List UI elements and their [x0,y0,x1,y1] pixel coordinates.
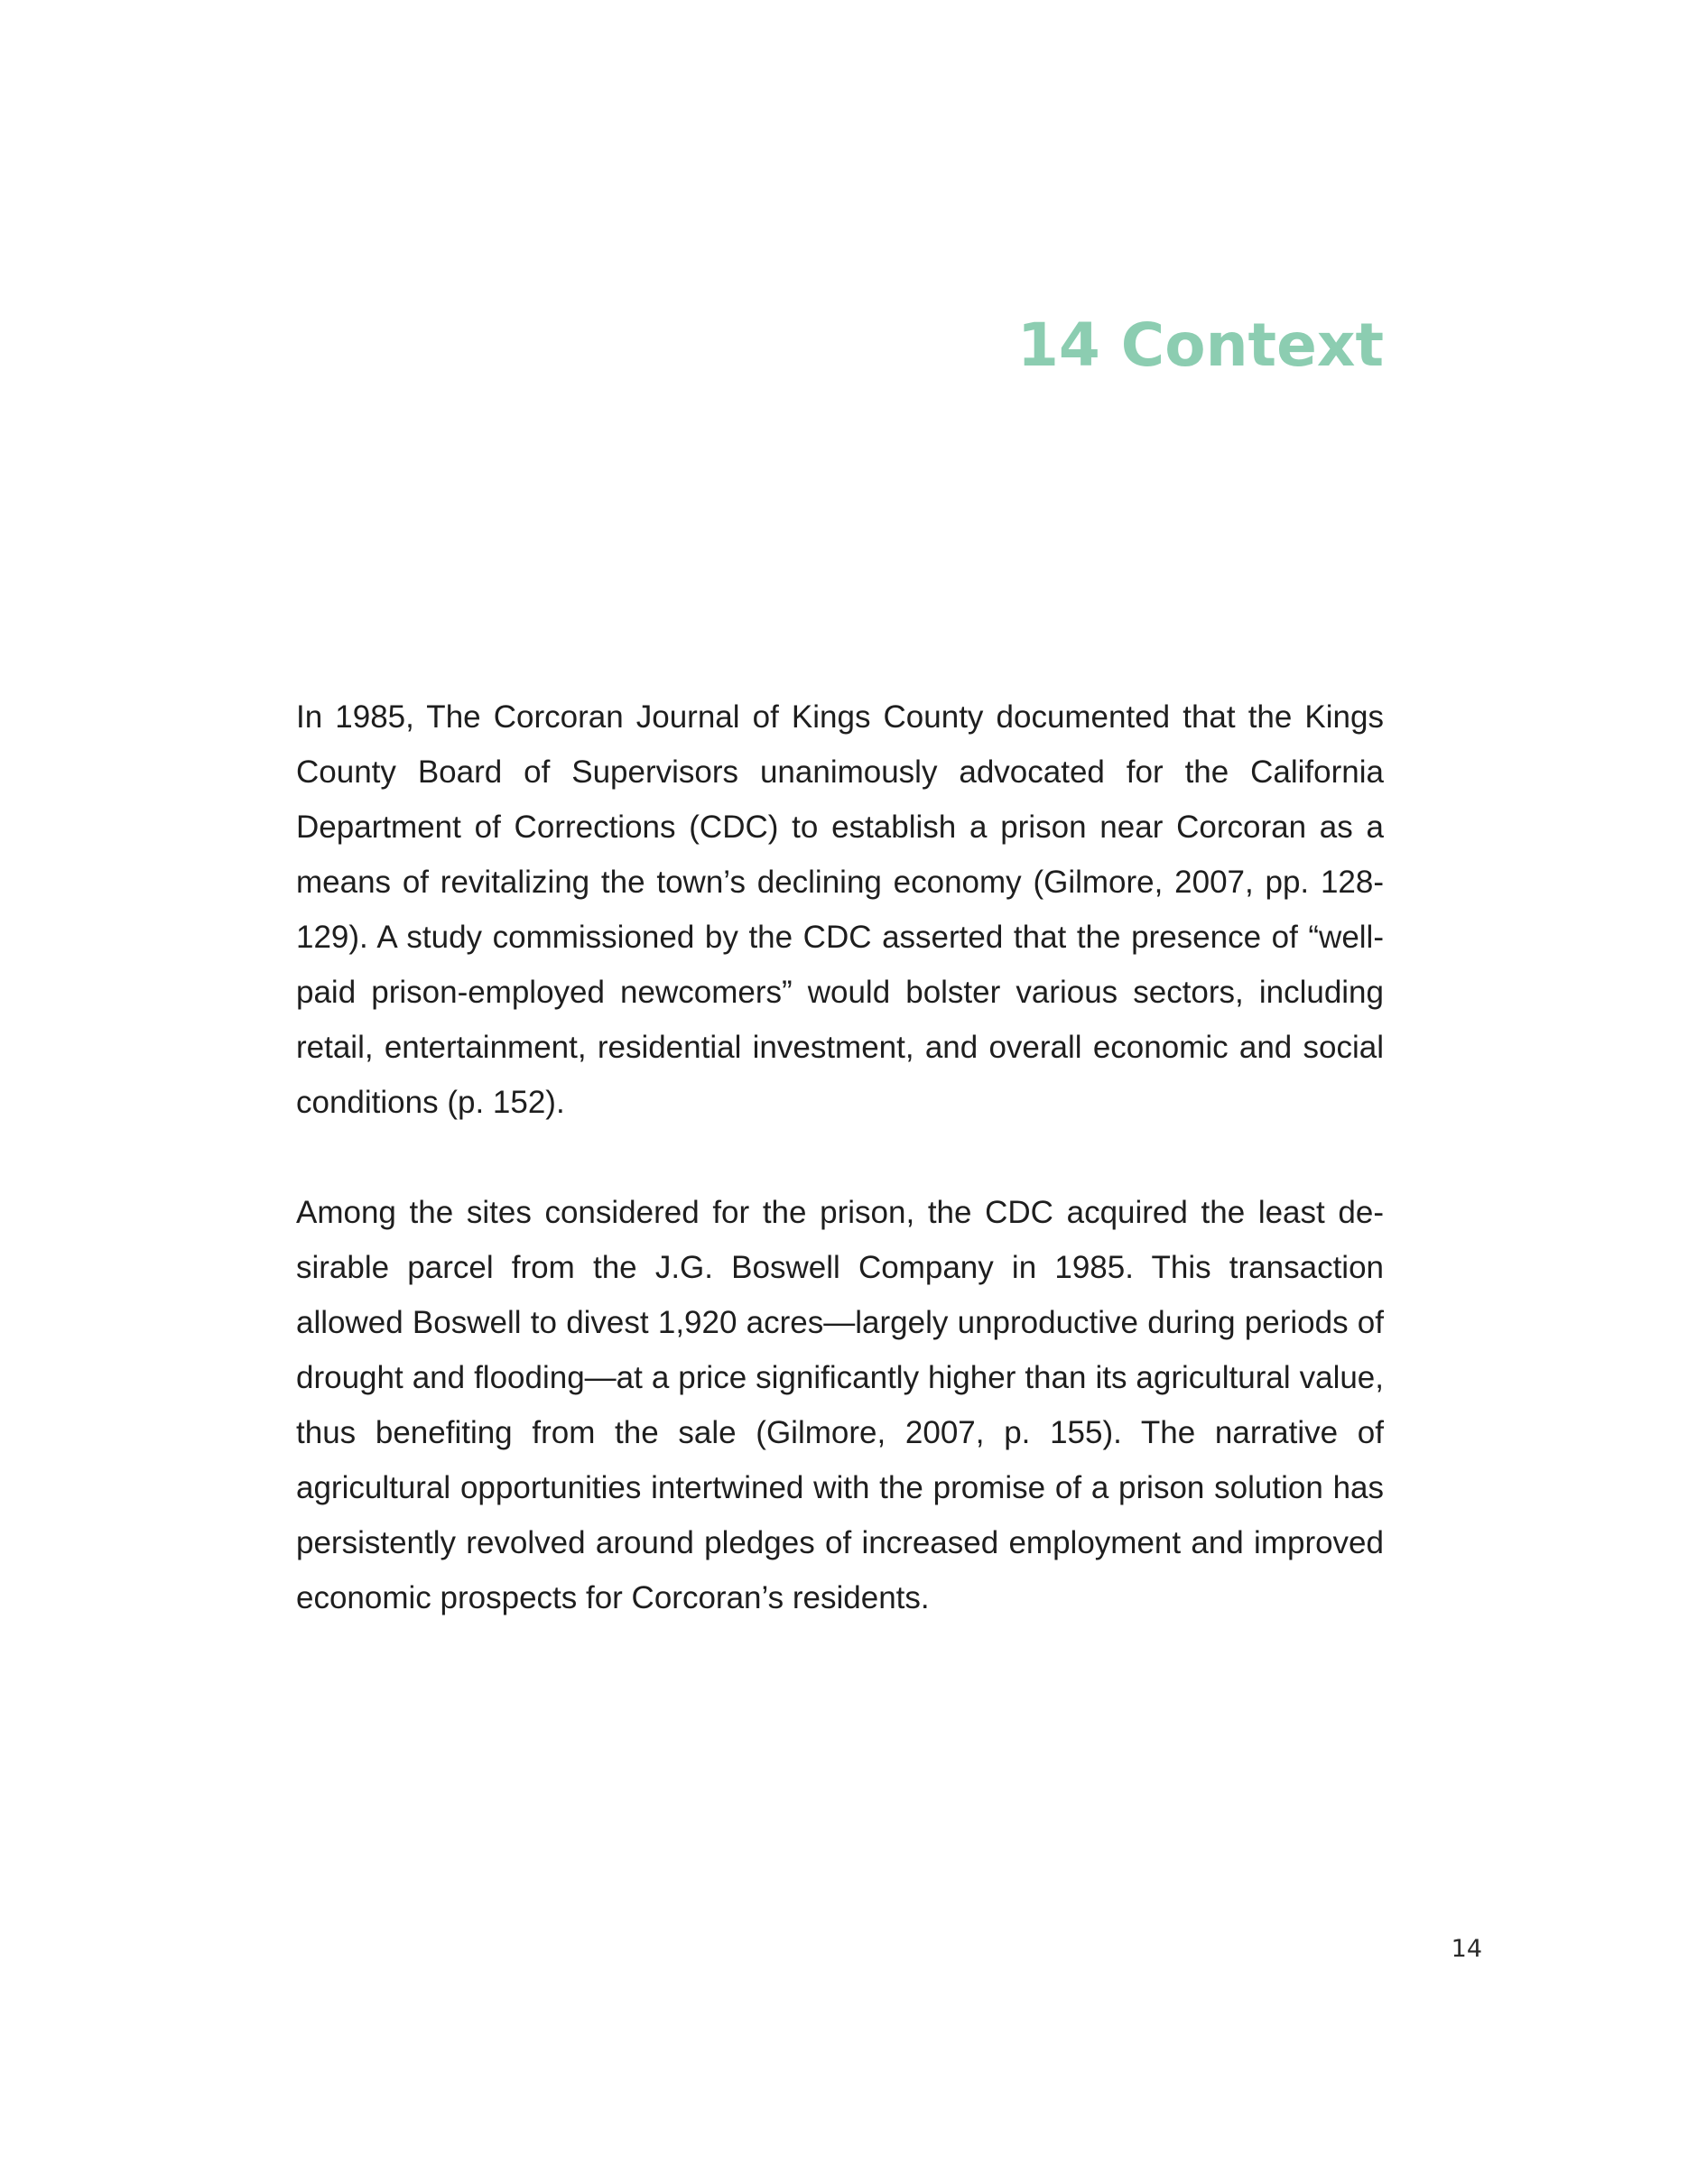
page-number: 14 [1451,1935,1482,1963]
body-text [296,689,1384,1625]
paragraph-2: Among the sites considered for the prison, the CDC acquired the least desirable parcel from the J.G. Boswell Company in 1985. This transaction allowed Boswell to divest 1,920 acres—largely unproductive during periods of drought and flooding—at a price significantly higher than its agricultural value, thus benefiting from the sale (Gilmore, 2007, p. 155). The narrative of agricultural opportunities intertwined with the promise of a prison solution has persistently revolved around pledges of increased employment and improved economic prospects for Corcoran’s residents. [296,1195,1384,1615]
paragraph-1: In 1985, The Corcoran Journal of Kings County documented that the Kings County Board of Supervisors unanimously advocated for the California Department of Corrections (CDC) to establish a prison near Corcoran as a means of revitalizing the town’s declining economy (Gilmore, 2007, pp. 128-129). A study commissioned by the CDC asserted that the presence of “well-paid prison-employed newcomers” would bolster various sectors, including retail, entertainment, residential investment, and overall economic and social conditions (p. 152). [296,699,1384,1120]
page-title: 14 Context [1016,310,1384,380]
